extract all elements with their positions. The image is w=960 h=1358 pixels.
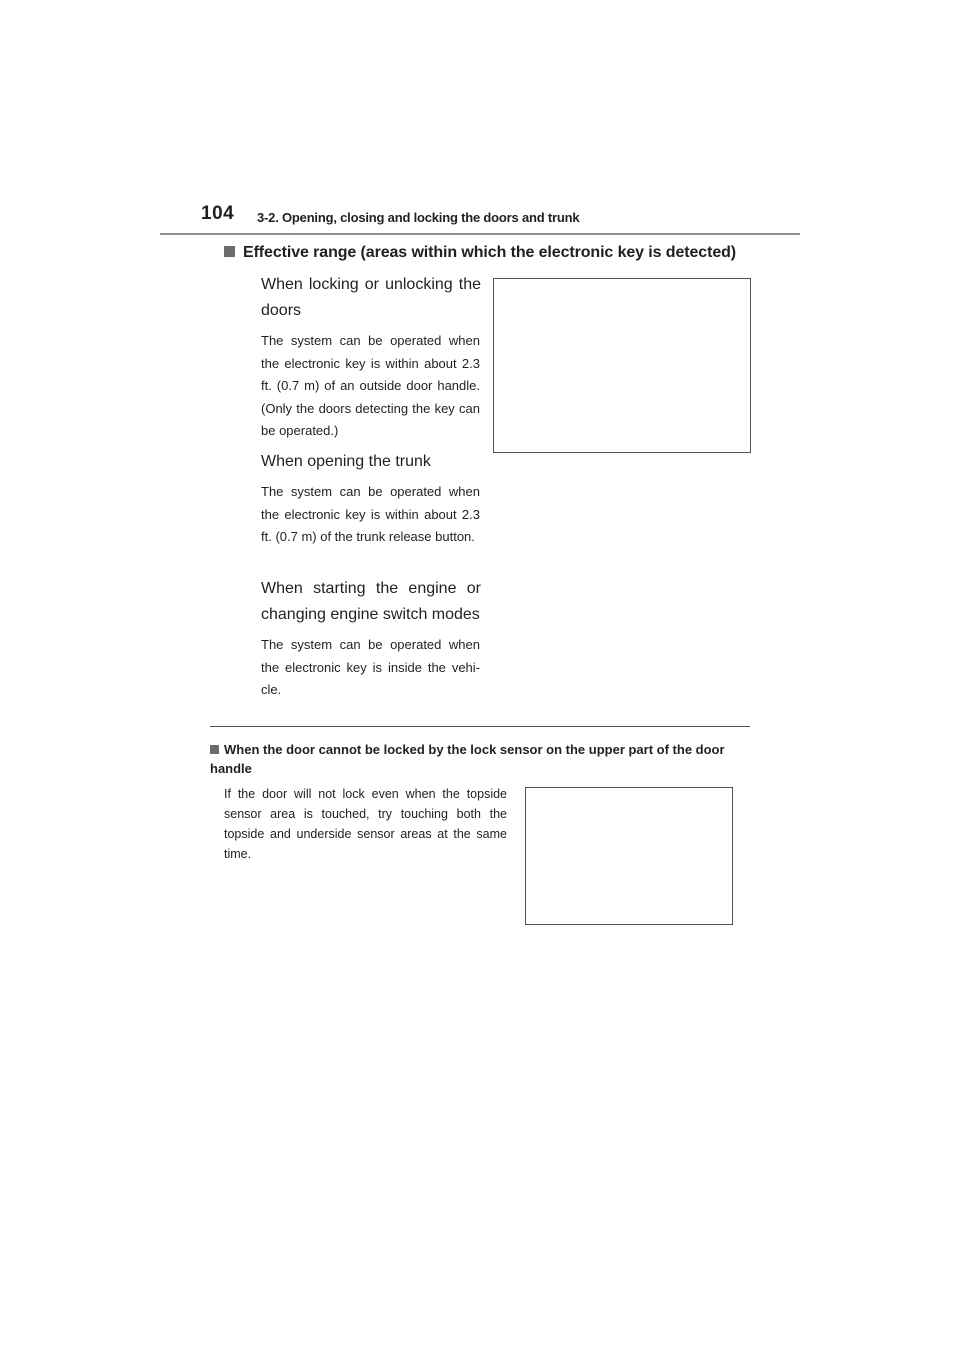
- note-rule: [210, 726, 750, 727]
- note-heading-text: When the door cannot be locked by the lock sensor on the upper part of the door handle: [210, 742, 725, 776]
- section-title: 3-2. Opening, closing and locking the doors and trunk: [257, 210, 580, 225]
- para-trunk: The system can be operated when the electronic key is within about 2.3 ft. (0.7 m) of the trunk release button.: [261, 484, 480, 544]
- effective-range-heading: [224, 244, 736, 262]
- subhead-locking-unlocking: When locking or unlocking the doors: [261, 276, 481, 319]
- effective-range-heading-text: Effective range (areas within which the electronic key is detected): [243, 244, 737, 261]
- note-heading: [210, 740, 750, 778]
- subhead-engine: When starting the engine or changing engine switch modes: [261, 580, 481, 623]
- note-text: If the door will not lock even when the topside sensor area is touched, try touching both the topside and underside sensor areas at the same time.: [224, 787, 507, 861]
- square-bullet-icon: [224, 246, 235, 257]
- para-engine: The system can be operated when the electronic key is inside the vehi-cle.: [261, 637, 480, 697]
- effective-range-illustration: [493, 278, 751, 453]
- page-number: 104: [201, 203, 235, 224]
- door-handle-illustration: [525, 787, 733, 925]
- para-locking-unlocking: The system can be operated when the electronic key is within about 2.3 ft. (0.7 m) of an outside door handle. (Only the doors detecting the key can be operated.): [261, 333, 480, 438]
- subhead-trunk: When opening the trunk: [261, 453, 431, 470]
- header-rule: [160, 233, 800, 235]
- square-bullet-icon: [210, 745, 219, 754]
